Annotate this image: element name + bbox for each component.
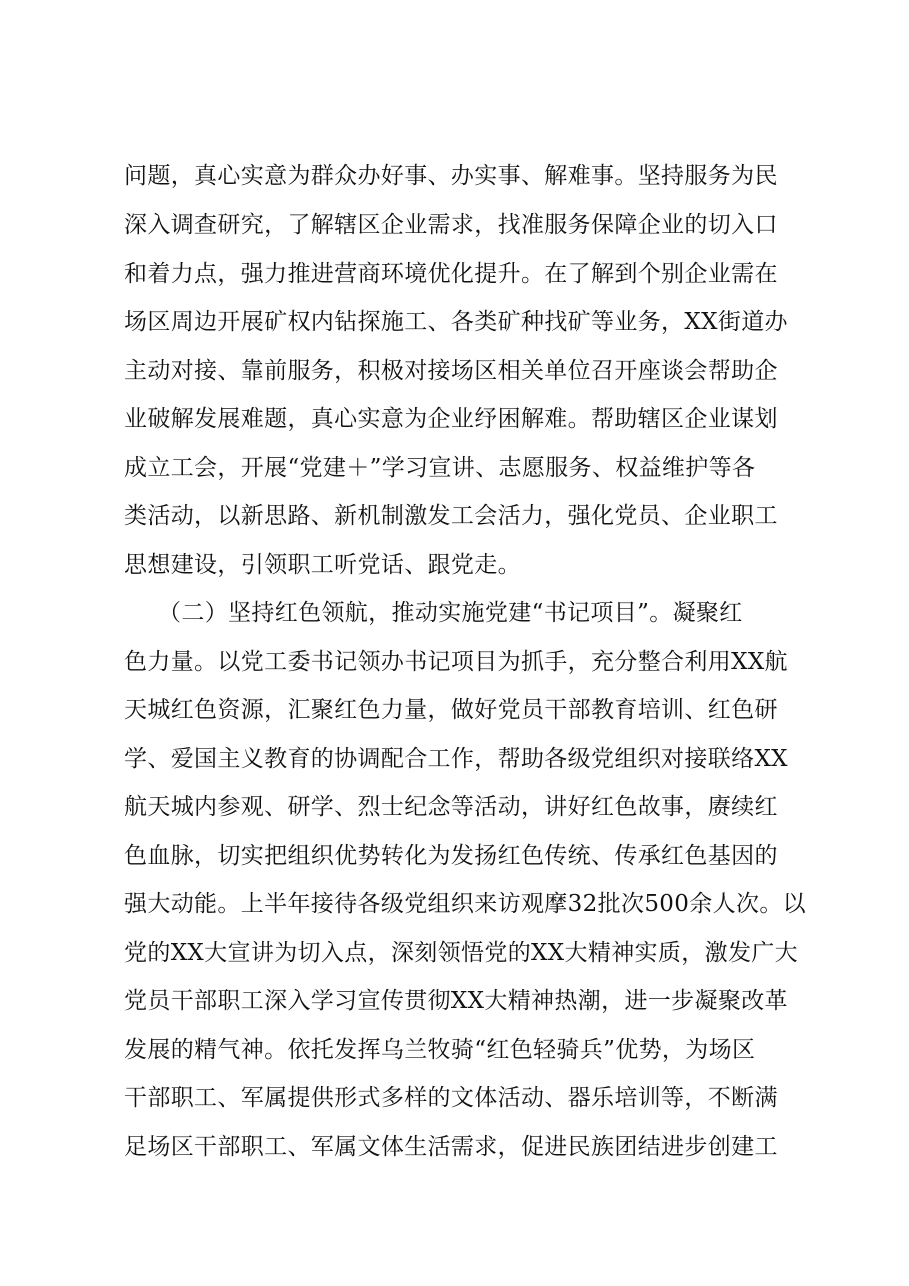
text-line: 足场区干部职工、军属文体生活需求，促进民族团结进步创建工 bbox=[124, 1134, 778, 1160]
text-line: 色血脉，切实把组织优势转化为发扬红色传统、传承红色基因的 bbox=[124, 843, 778, 869]
text-line: 天城红色资源，汇聚红色力量，做好党员干部教育培训、红色研 bbox=[124, 697, 778, 723]
text-line: 和着力点，强力推进营商环境优化提升。在了解到个别企业需在 bbox=[124, 261, 778, 287]
text-line: 主动对接、靠前服务，积极对接场区相关单位召开座谈会帮助企 bbox=[124, 358, 778, 384]
text-line: 深入调查研究，了解辖区企业需求，找准服务保障企业的切入口 bbox=[124, 212, 778, 238]
text-line: 党员干部职工深入学习宣传贯彻XX大精神热潮，进一步凝聚改革 bbox=[124, 988, 788, 1014]
text-line: 航天城内参观、研学、烈士纪念等活动，讲好红色故事，赓续红 bbox=[124, 794, 778, 820]
text-line: 业破解发展难题，真心实意为企业纾困解难。帮助辖区企业谋划 bbox=[124, 406, 778, 432]
text-line: 党的XX大宣讲为切入点，深刻领悟党的XX大精神实质，激发广大 bbox=[124, 940, 798, 966]
text-line: 学、爱国主义教育的协调配合工作，帮助各级党组织对接联络XX bbox=[124, 746, 788, 772]
text-line: 场区周边开展矿权内钻探施工、各类矿种找矿等业务，XX街道办 bbox=[124, 309, 788, 335]
text-line: 强大动能。上半年接待各级党组织来访观摩32批次500余人次。以 bbox=[124, 891, 807, 917]
text-line: 问题，真心实意为群众办好事、办实事、解难事。坚持服务为民 bbox=[124, 163, 778, 189]
text-line: 类活动，以新思路、新机制激发工会活力，强化党员、企业职工 bbox=[124, 503, 778, 529]
text-line: 干部职工、军属提供形式多样的文体活动、器乐培训等，不断满 bbox=[124, 1085, 778, 1111]
section-heading-line: （二）坚持红色领航，推动实施党建“书记项目”。凝聚红 bbox=[158, 600, 743, 626]
text-line: 思想建设，引领职工听党话、跟党走。 bbox=[124, 552, 521, 578]
text-line: 发展的精气神。依托发挥乌兰牧骑“红色轻骑兵”优势，为场区 bbox=[124, 1037, 756, 1063]
text-line: 成立工会，开展“党建＋”学习宣讲、志愿服务、权益维护等各 bbox=[124, 455, 756, 481]
text-line: 色力量。以党工委书记领办书记项目为抓手，充分整合利用XX航 bbox=[124, 649, 788, 675]
